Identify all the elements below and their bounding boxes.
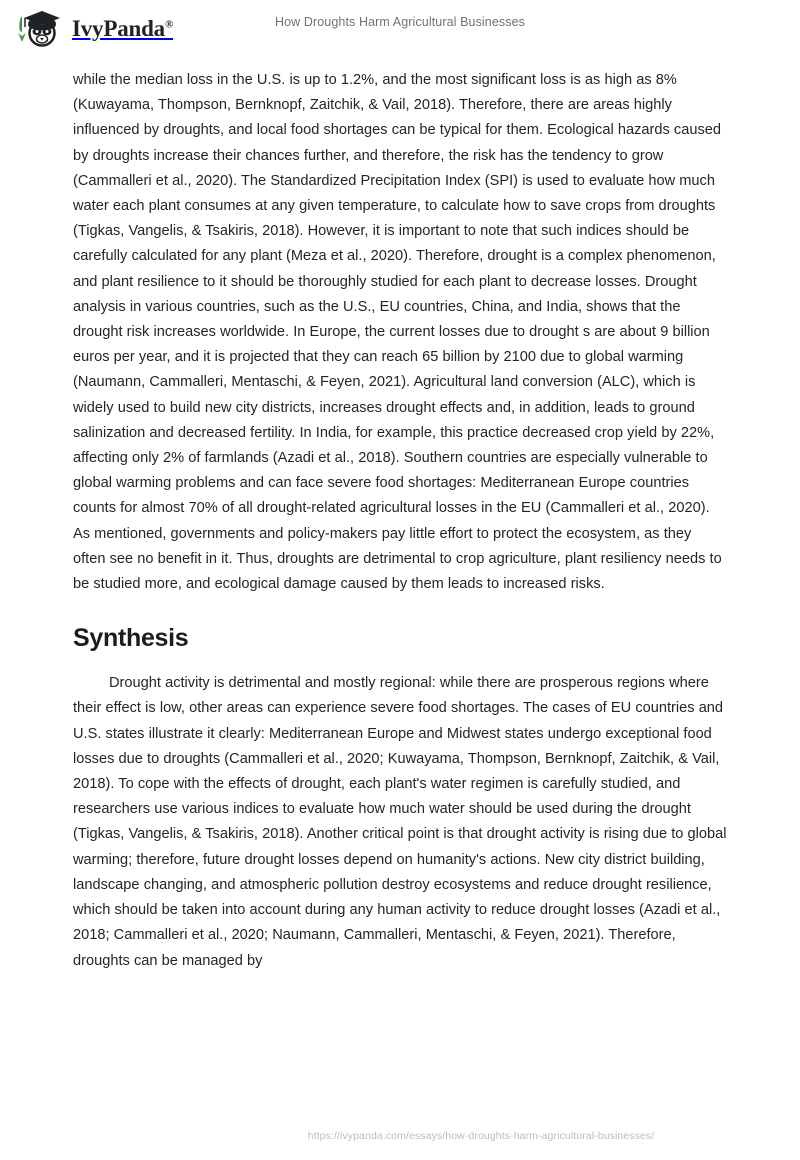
registered-mark-icon: ® <box>164 18 174 31</box>
paragraph-synthesis: Drought activity is detrimental and mostly regional: while there are prosperous regions where their effect is low, other areas can experience severe food shortages. The cases of EU countries and U.S. states illustrate it clearly: Mediterranean Europe and Midwest states undergo exceptional food losses due to droughts (Cammalleri et al., 2020; Kuwayama, Thompson, Bernknopf, Zaitchik, & Vail, 2018). To cope with the effects of drought, each plant's water regimen is carefully studied, and researchers use various indices to evaluate how much water should be used during the drought (Tigkas, Vangelis, & Tsakiris, 2018). Another critical point is that drought activity is rising due to global warming; therefore, future drought losses depend on humanity's actions. New city district building, landscape changing, and atmospheric pollution destroy ecosystems and reduce drought resilience, which should be taken into account during any human activity to reduce drought losses (Azadi et al., 2018; Cammalleri et al., 2020; Naumann, Cammalleri, Mentaschi, & Feyen, 2021). Therefore, droughts can be managed by <box>73 675 727 969</box>
section-heading-synthesis: Synthesis <box>73 624 189 653</box>
page-title: How Droughts Harm Agricultural Businesses <box>274 15 526 29</box>
page-header <box>0 0 800 58</box>
document-body <box>73 68 727 974</box>
graduation-panda-logo-icon <box>14 7 66 51</box>
paragraph-continued: while the median loss in the U.S. is up to 1.2%, and the most significant loss is as high as 8% (Kuwayama, Thompson, Bernknopf, Zaitchik, & Vail, 2018). Therefore, there are areas highly influenced by droughts, and local food shortages can be typical for them. Ecological hazards caused by droughts increase their chances further, and therefore, the risk has the tendency to grow (Cammalleri et al., 2020). The Standardized Precipitation Index (SPI) is used to evaluate how much water each plant consumes at any given temperature, to calculate how to save crops from droughts (Tigkas, Vangelis, & Tsakiris, 2018). However, it is important to note that such indices should be carefully calculated for any plant (Meza et al., 2020). Therefore, drought is a complex phenomenon, and plant resilience to it should be thoroughly studied for each plant to decrease losses. Drought analysis in various countries, such as the U.S., EU countries, China, and India, shows that the drought risk increases worldwide. In Europe, the current losses due to drought s are about 9 billion euros per year, and it is projected that they can reach 65 billion by 2100 due to global warming (Naumann, Cammalleri, Mentaschi, & Feyen, 2021). Agricultural land conversion (ALC), which is widely used to build new city districts, increases drought effects and, in addition, leads to ground salinization and decreased fertility. In India, for example, this practice decreased crop yield by 22%, affecting only 2% of farmlands (Azadi et al., 2018). Southern countries are especially vulnerable to global warming problems and can face severe food shortages: Mediterranean Europe countries counts for almost 70% of all drought-related agricultural losses in the EU (Cammalleri et al., 2020). As mentioned, governments and policy-makers pay little effort to protect the ecosystem, as they often see no benefit in it. Thus, droughts are detrimental to crop agriculture, plant resiliency needs to be studied more, and ecological damage caused by them leads to increased risks. <box>73 72 722 593</box>
source-url[interactable]: https://ivypanda.com/essays/how-droughts-harm-agricultural-businesses/ <box>307 1130 655 1142</box>
brand-logo-link[interactable] <box>14 7 173 51</box>
brand-name-text: IvyPanda <box>72 16 165 41</box>
page-footer <box>0 1126 800 1144</box>
